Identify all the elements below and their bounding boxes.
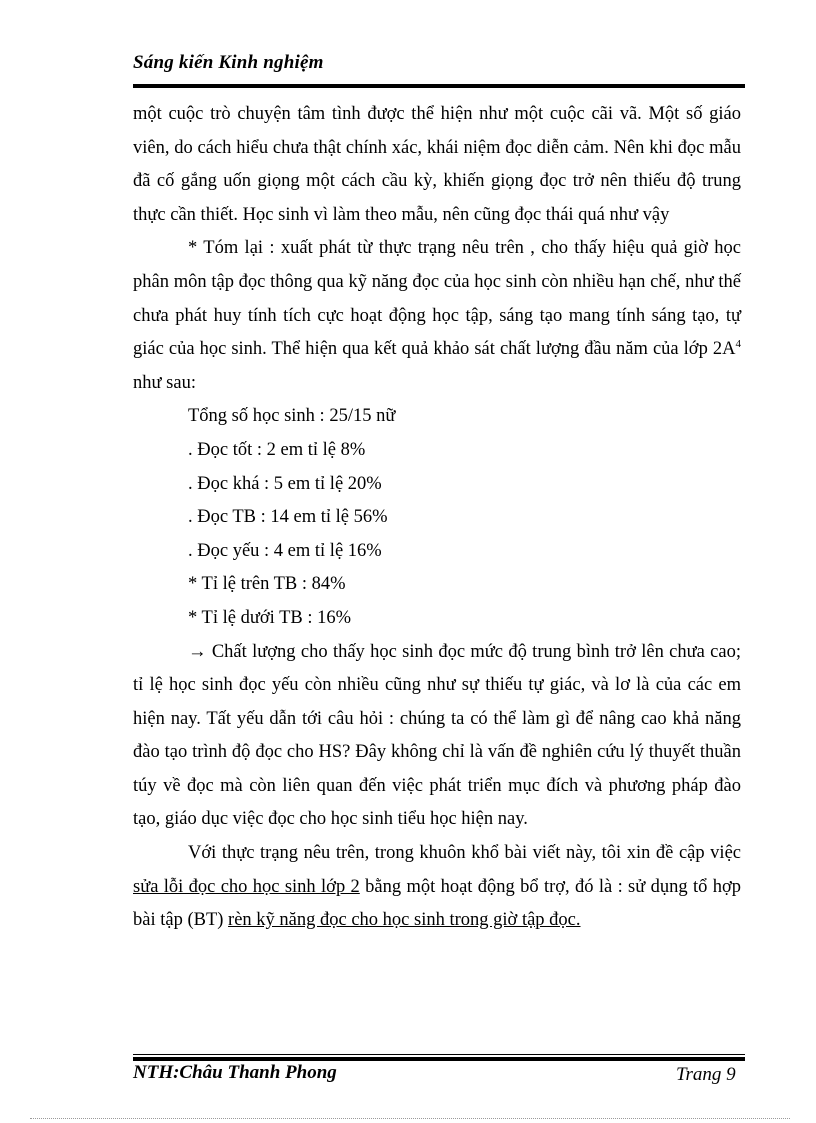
stat-average: . Đọc TB : 14 em tỉ lệ 56%	[188, 507, 388, 528]
document-body	[133, 98, 741, 938]
page-boundary	[30, 1118, 790, 1119]
paragraph-3: → Chất lượng cho thấy học sinh đọc mức độ trung bình trở lên chưa cao; tỉ lệ học sinh đọc yếu còn nhiều cũng như sự thiếu tự giác, và lơ là của các em hiện nay. Tất yếu dẫn tới câu hỏi : chúng ta có thể làm gì để nâng cao khả năng đào tạo trình độ đọc cho HS? Đây không chỉ là vấn đề nghiên cứu lý thuyết thuần túy về đọc mà còn liên quan đến việc phát triển mục đích và phương pháp đào tạo, giáo dục việc đọc cho học sinh tiểu học hiện nay.	[133, 641, 741, 830]
footer-rule-thin	[133, 1054, 745, 1055]
stat-weak: . Đọc yếu : 4 em tỉ lệ 16%	[188, 540, 382, 561]
stat-total: Tổng số học sinh : 25/15 nữ	[188, 406, 396, 427]
underlined-topic: sửa lỗi đọc cho học sinh lớp 2	[133, 876, 360, 897]
header-rule	[133, 84, 745, 88]
stat-good: . Đọc tốt : 2 em tỉ lệ 8%	[188, 439, 366, 460]
header-title: Sáng kiến Kinh nghiệm	[133, 52, 324, 73]
underlined-method: rèn kỹ năng đọc cho học sinh trong giờ tập đọc.	[228, 910, 581, 931]
paragraph-2: * Tóm lại : xuất phát từ thực trạng nêu trên , cho thấy hiệu quả giờ học phân môn tập đọc thông qua kỹ năng đọc của học sinh còn nhiều hạn chế, như thế chưa phát huy tính tích cực hoạt động học tập, sáng tạo mang tính sáng tạo, tự giác của học sinh. Thể hiện qua kết quả khảo sát chất lượng đầu năm của lớp $2A^4$ như sau:	[133, 238, 741, 393]
stat-fair: . Đọc khá : 5 em tỉ lệ 20%	[188, 473, 382, 494]
footer-author: NTH:Châu Thanh Phong	[133, 1062, 337, 1083]
stat-above-average: * Tỉ lệ trên TB : 84%	[188, 574, 346, 595]
paragraph-4: Với thực trạng nêu trên, trong khuôn khổ bài viết này, tôi xin đề cập việc sửa lỗi đọc cho học sinh lớp 2 bằng một hoạt động bổ trợ, đó là : sử dụng tổ hợp bài tập (BT) rèn kỹ năng đọc cho học sinh trong giờ tập đọc.	[133, 843, 741, 931]
stat-below-average: * Tỉ lệ dưới TB : 16%	[188, 607, 352, 628]
paragraph-1: một cuộc trò chuyện tâm tình được thể hiện như một cuộc cãi vã. Một số giáo viên, do cách hiểu chưa thật chính xác, khái niệm đọc diễn cảm. Nên khi đọc mẫu đã cố gắng uốn giọng một cách cầu kỳ, khiến giọng đọc trở nên thiếu độ trung thực cần thiết. Học sinh vì làm theo mẫu, nên cũng đọc thái quá như vậy	[133, 104, 741, 225]
footer-rule-thick	[133, 1057, 745, 1061]
footer-page-number: Trang 9	[676, 1064, 736, 1085]
class-superscript: 4	[735, 338, 741, 350]
